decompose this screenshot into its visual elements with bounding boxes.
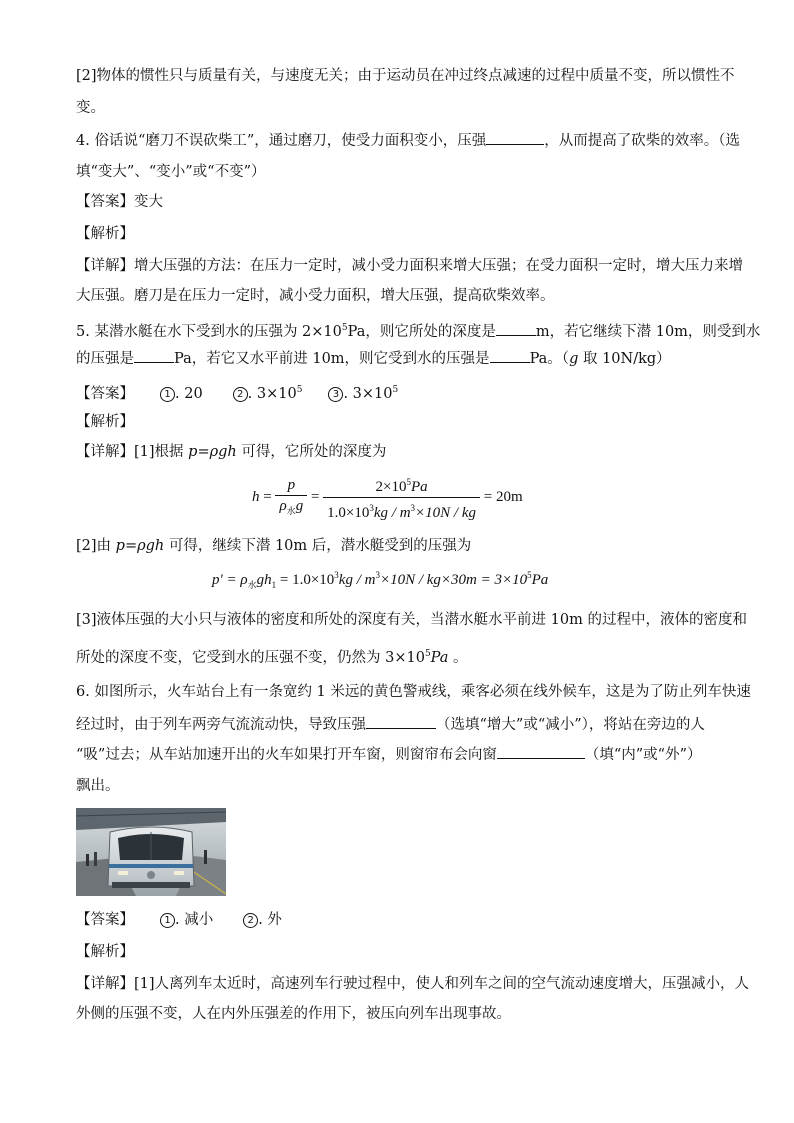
answer-line [76, 910, 282, 930]
text-line: 大压强。磨刀是在压力一定时，减小受力面积，增大压强，提高砍柴效率。 [76, 288, 555, 304]
question-text: Pa，若它又水平前进 10m，则它受到水的压强是 [174, 351, 490, 367]
answer-value: . 20 [175, 385, 203, 402]
answer-label: 【答案】 [76, 385, 134, 402]
detail-text: 可得，它所处的深度为 [236, 444, 387, 460]
answer-value: 变大 [134, 194, 163, 210]
formula-result: = 20m [483, 488, 523, 505]
text-line: [2]物体的惯性只与质量有关，与速度无关；由于运动员在冲过终点减速的过程中质量不变，所以惯性不 [76, 68, 735, 84]
formula-pressure: $p' = \rho_水gh_1 = 1.0\times 10^3kg / m^3\times 10N / kg\times 30m = 3\times 10^5Pa$ [212, 570, 549, 590]
answer-label: 【答案】 [76, 912, 134, 928]
detail-label: 【详解】 [76, 976, 134, 992]
question-text: （填“内”或“外”） [584, 747, 702, 763]
answer-blank [490, 348, 530, 363]
question-5 [76, 318, 760, 342]
analysis-label: 【解析】 [76, 414, 134, 430]
unit: Pa [430, 649, 449, 666]
circle-number-icon: 2 [243, 913, 258, 928]
detail-label: 【详解】 [76, 444, 134, 460]
detail-text: 所处的深度不变，它受到水的压强不变，仍然为 3×10 [76, 649, 425, 666]
question-text: 4. 俗话说“磨刀不误砍柴工”，通过磨刀，使受力面积变小，压强 [76, 133, 487, 149]
question-text: 取 10N/kg） [578, 351, 671, 367]
fraction [323, 472, 480, 523]
question-text: 经过时，由于列车两旁气流流动快，导致压强 [76, 717, 366, 733]
denominator: $1.0\times 10^3kg / m^3\times 10N$ / kg [327, 503, 476, 521]
denominator: $\rho_水g$ [279, 497, 304, 516]
answer-line [76, 380, 398, 404]
train-station-photo [76, 808, 226, 896]
detail-line [76, 256, 743, 276]
answer-blank [496, 321, 536, 336]
question-text: ，从而提高了砍柴的效率。（选 [544, 133, 741, 149]
fraction [275, 475, 307, 521]
superscript: 5 [392, 385, 399, 395]
answer-value: . 3×10 [247, 385, 297, 402]
detail-text: 增大压强的方法：在压力一定时，减小受力面积来增大压强；在受力面积一定时，增大压力来增 [134, 258, 743, 274]
answer-label: 【答案】 [76, 194, 134, 210]
detail-text: [1]根据 [134, 444, 189, 460]
answer-blank [497, 744, 585, 759]
question-4 [76, 130, 740, 151]
question-6-line2 [76, 714, 705, 735]
detail-text: [2]由 [76, 538, 116, 554]
question-6: 6. 如图所示，火车站台上有一条宽约 1 米远的黄色警戒线，乘客必须在线外候车，这是为了防止列车快速 [76, 684, 751, 700]
superscript: 5 [296, 385, 303, 395]
question-text: Pa，则它所处的深度是 [347, 323, 496, 340]
text-line: 变。 [76, 100, 105, 116]
numerator: p [275, 475, 307, 496]
detail-line [76, 974, 749, 994]
answer-blank [134, 348, 174, 363]
question-text: （选填“增大”或“减小”），将站在旁边的人 [436, 717, 705, 733]
numerator: $2\times 10^5Pa$ [323, 472, 480, 498]
text-line: 飘出。 [76, 778, 120, 794]
answer-blank [486, 130, 544, 145]
question-5-line2 [76, 348, 671, 369]
answer-value: . 外 [258, 912, 282, 928]
variable: h [252, 488, 260, 505]
analysis-label: 【解析】 [76, 226, 134, 242]
circle-number-icon: 1 [160, 913, 175, 928]
formula-inline: p=ρgh [115, 538, 165, 554]
question-6-line3 [76, 744, 701, 765]
question-text: 5. 某潜水艇在水下受到水的压强为 2×10 [76, 323, 342, 340]
variable: g [569, 351, 579, 367]
text-line: [3]液体压强的大小只与液体的密度和所处的深度有关，当潜水艇水平前进 10m 的过程中，液体的密度和 [76, 612, 747, 628]
detail-label: 【详解】 [76, 258, 134, 274]
text-line: 外侧的压强不变，人在内外压强差的作用下，被压向列车出现事故。 [76, 1006, 511, 1022]
superscript: 5 [341, 323, 348, 333]
question-text: “吸”过去；从车站加速开出的火车如果打开车窗，则窗帘布会向窗 [76, 747, 497, 763]
formula-inline: p=ρgh [188, 444, 237, 460]
circle-number-icon: 2 [233, 387, 248, 402]
text-line: 填“变大”、“变小”或“不变”） [76, 164, 266, 180]
detail-line [76, 536, 471, 556]
answer-line [76, 192, 163, 212]
answer-value: . 减小 [175, 912, 214, 928]
circle-number-icon: 3 [328, 387, 343, 402]
detail-text: 。 [448, 649, 468, 666]
answer-blank [366, 714, 436, 729]
detail-text: [1]人离列车太近时，高速列车行驶过程中，使人和列车之间的空气流动速度增大，压强减小，人 [134, 976, 750, 992]
circle-number-icon: 1 [160, 387, 175, 402]
question-text: Pa。（ [529, 351, 570, 367]
question-text: 的压强是 [76, 351, 134, 367]
detail-line [76, 442, 386, 462]
question-text: m，若它继续下潜 10m，则受到水 [535, 323, 761, 340]
answer-value: . 3×10 [343, 385, 393, 402]
formula-depth: h = $\frac{p}{\rho_水g}$ = $\frac{2\times 10^5Pa}{1.0\times 10^3kg / m^3\times 10N / kg}$ = 20m [252, 472, 523, 523]
superscript: 5 [424, 649, 431, 659]
detail-text: 可得，继续下潜 10m 后，潜水艇受到的压强为 [164, 538, 472, 554]
detail-line [76, 644, 468, 668]
analysis-label: 【解析】 [76, 944, 134, 960]
